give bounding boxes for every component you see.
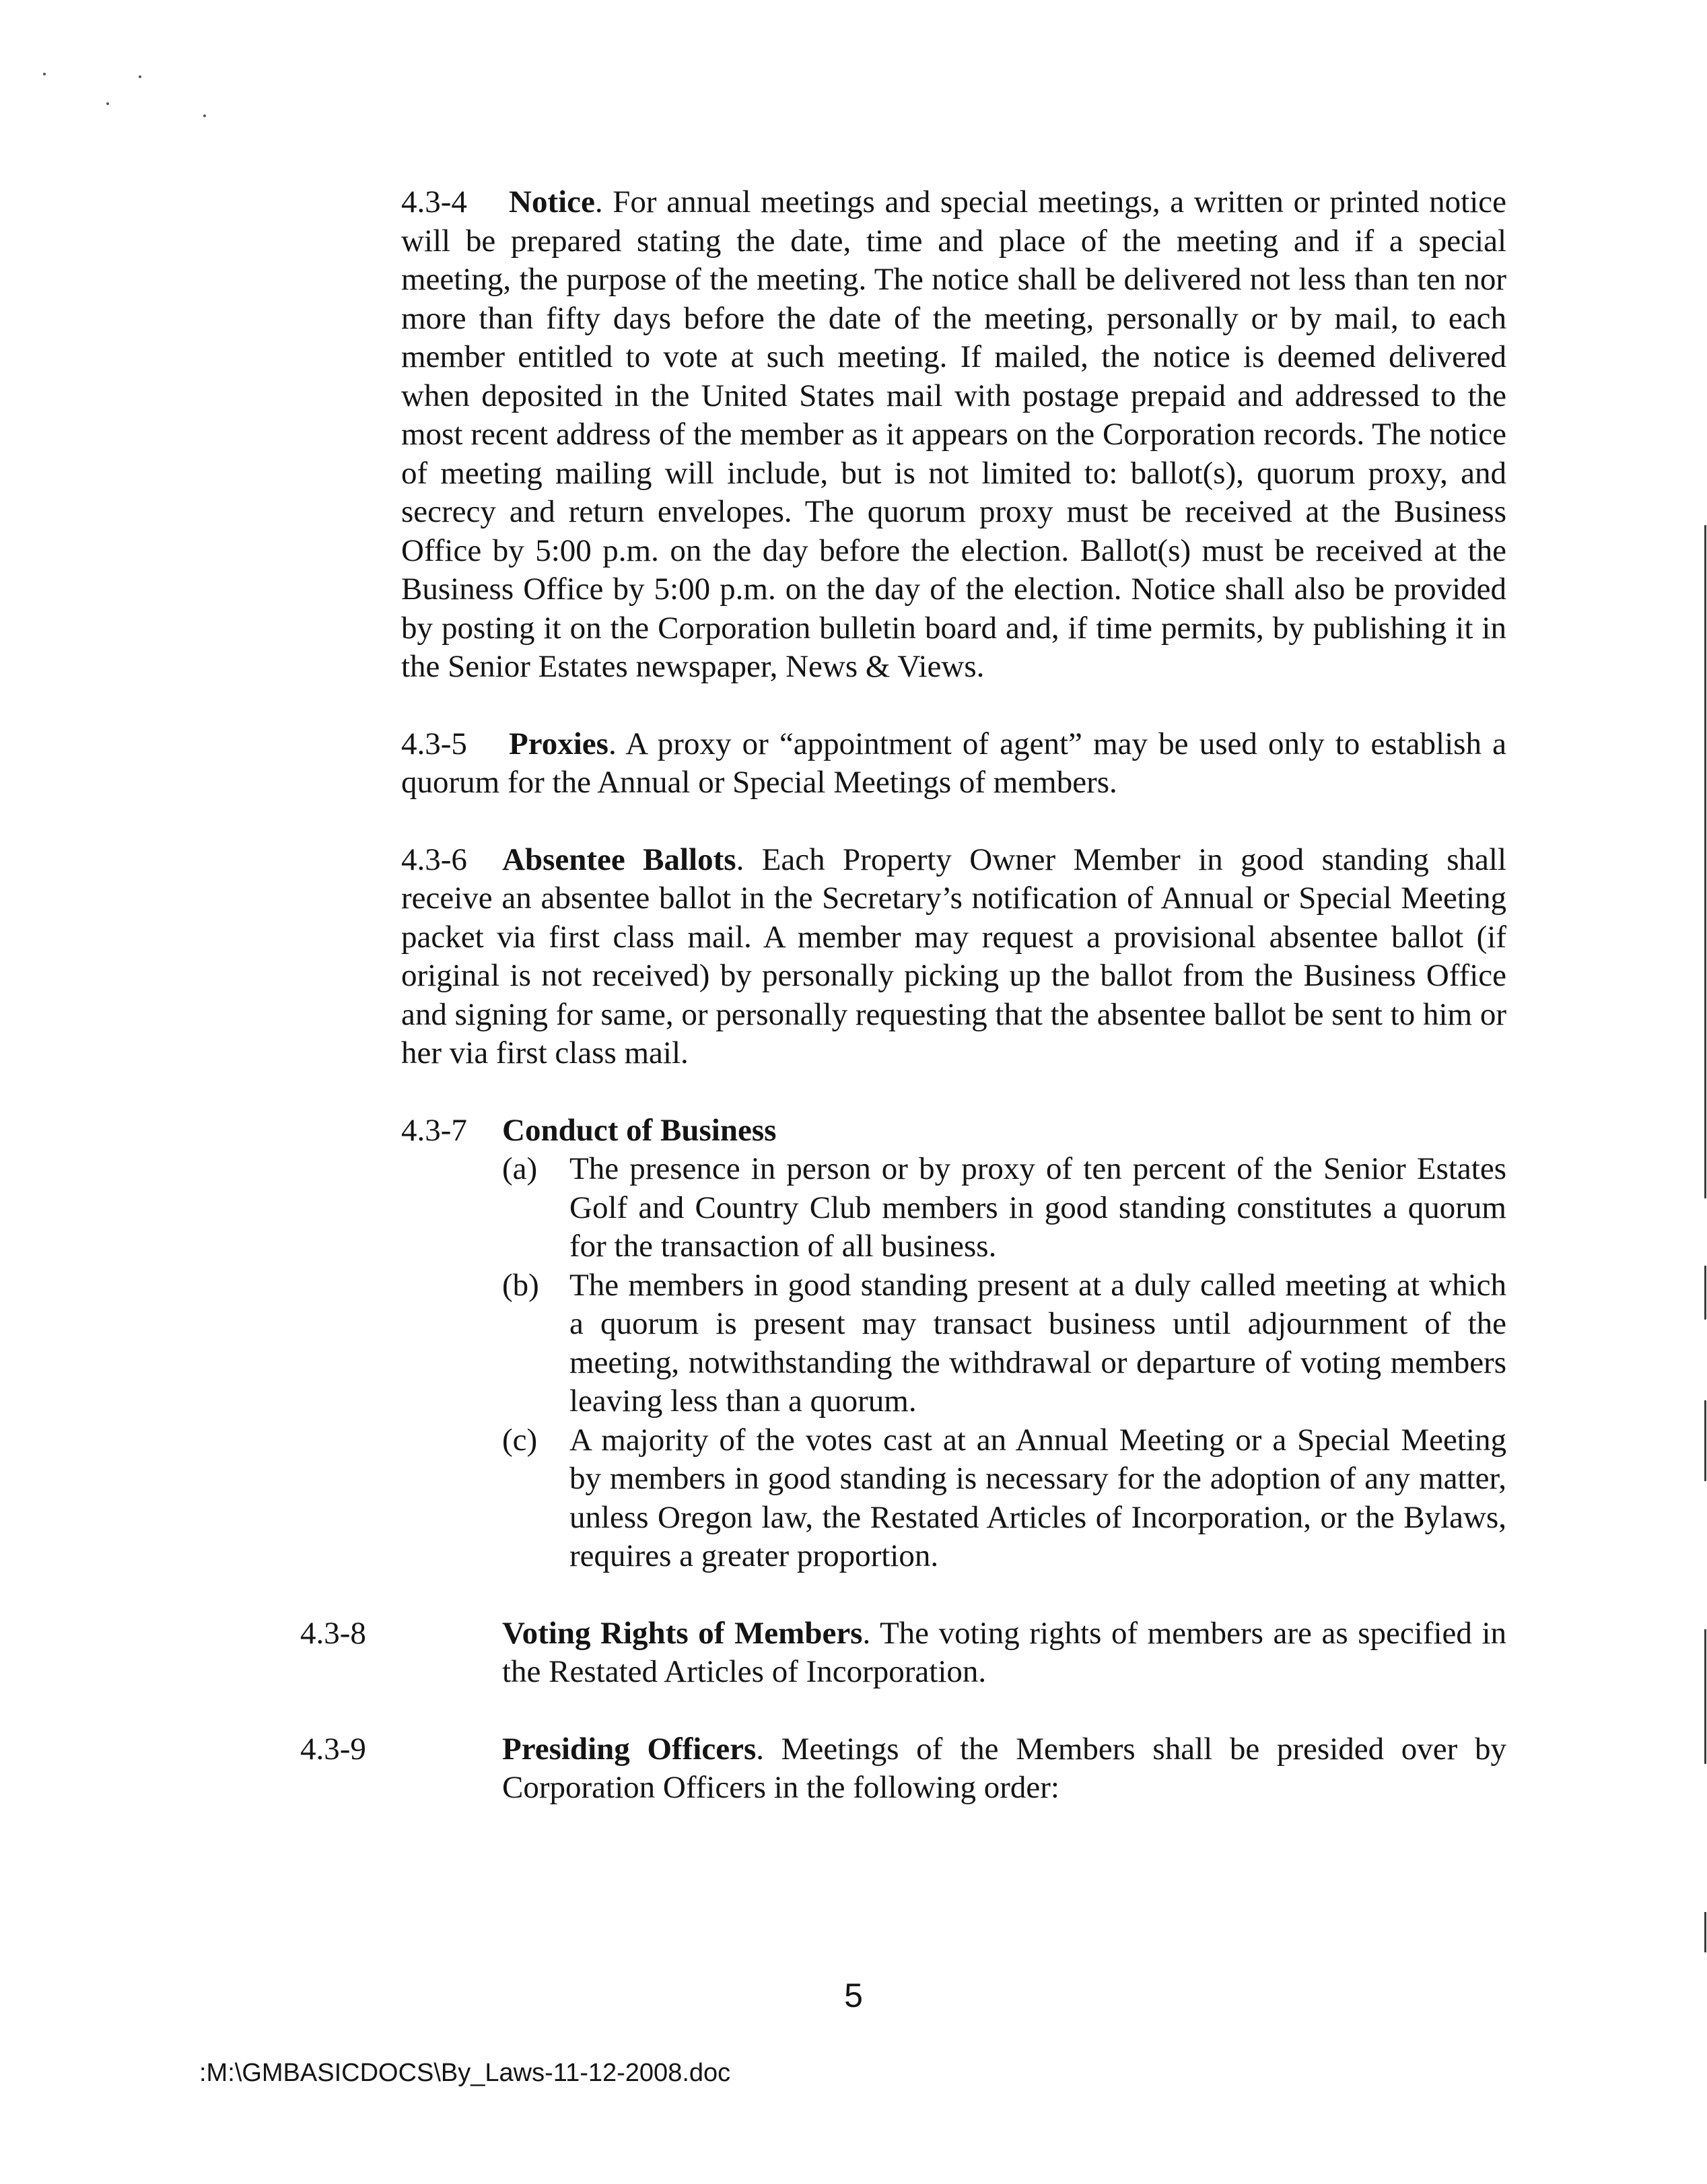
section-title: Proxies: [509, 726, 608, 761]
section-title: Absentee Ballots: [502, 842, 736, 877]
section-text: . A proxy or “appointment of agent” may be used only to establish a quorum for the Annual or Special Meetings of members.: [401, 726, 1506, 800]
section-presiding-officers: [300, 1730, 1506, 1808]
section-absentee-ballots: [401, 841, 1506, 1073]
list-item: [401, 1266, 1506, 1421]
scan-margin-line: [1704, 1912, 1706, 1952]
page-number: 5: [844, 1977, 863, 2014]
scan-speck: [139, 75, 141, 78]
section-text: . The voting rights of members are as specified in the Restated Articles of Incorporation.: [502, 1615, 1506, 1689]
section-number: 4.3-9: [300, 1731, 366, 1767]
section-title: Conduct of Business: [502, 1112, 777, 1148]
section-title: Presiding Officers: [502, 1731, 757, 1767]
section-number: 4.3-7: [401, 1112, 467, 1148]
list-item: [401, 1150, 1506, 1266]
section-notice: [401, 183, 1506, 687]
list-item-text: A majority of the votes cast at an Annual Meeting or a Special Meeting by members in good standing is necessary for the adoption of any matter, unless Oregon law, the Restated Articles of Incorporation, or the Bylaws, requires a greater proportion.: [569, 1422, 1506, 1573]
section-number: 4.3-4: [401, 184, 467, 219]
section-conduct-of-business: [401, 1112, 1506, 1576]
scan-margin-line: [1704, 1629, 1706, 1764]
scan-margin-line: [1704, 1400, 1706, 1481]
list-item-label: (b): [502, 1267, 539, 1303]
section-text: . For annual meetings and special meetings, a written or printed notice will be prepared stating the date, time and place of the meeting and if a special meeting, the purpose of the meeting. The notice shall be delivered not less than ten nor more than fifty days before the date of the meeting, personally or by mail, to each member entitled to vote at such meeting. If mailed, the notice is deemed delivered when deposited in the United States mail with postage prepaid and addressed to the most recent address of the member as it appears on the Corporation records. The notice of meeting mailing will include, but is not limited to: ballot(s), quorum proxy, and secrecy and return envelopes. The quorum proxy must be received at the Business Office by 5:00 p.m. on the day before the election. Ballot(s) must be received at the Business Office by 5:00 p.m. on the day of the election. Notice shall also be provided by posting it on the Corporation bulletin board and, if time permits, by publishing it in the Senior Estates newspaper, News & Views.: [401, 184, 1506, 684]
scan-margin-line: [1704, 525, 1706, 1198]
section-text: . Each Property Owner Member in good standing shall receive an absentee ballot in the Secretary’s notification of Annual or Special Meeting packet via first class mail. A member may request a provisional absentee ballot (if original is not received) by personally picking up the ballot from the Business Office and signing for same, or personally requesting that the absentee ballot be sent to him or her via first class mail.: [401, 842, 1506, 1070]
section-title: Notice: [509, 184, 595, 219]
section-number: 4.3-6: [401, 842, 467, 877]
scan-margin-line: [1704, 1266, 1706, 1320]
section-voting-rights: [300, 1614, 1506, 1692]
section-title: Voting Rights of Members: [502, 1615, 863, 1651]
list-item: [401, 1421, 1506, 1576]
section-text: . Meetings of the Members shall be presided over by Corporation Officers in the following order:: [502, 1731, 1506, 1805]
section-number: 4.3-5: [401, 726, 467, 761]
list-item-label: (c): [502, 1422, 538, 1458]
section-heading: [401, 1112, 1506, 1151]
scan-speck: [43, 73, 46, 75]
scan-speck: [106, 102, 109, 105]
section-proxies: [401, 725, 1506, 803]
scan-speck: [203, 114, 206, 117]
section-number: 4.3-8: [300, 1615, 366, 1651]
list-item-text: The members in good standing present at a duly called meeting at which a quorum is present may transact business until adjournment of the meeting, notwithstanding the withdrawal or departure of voting members leaving less than a quorum.: [569, 1267, 1506, 1419]
document-body: [300, 183, 1506, 1808]
footer-file-path: :M:\GMBASICDOCS\By_Laws-11-12-2008.doc: [199, 2059, 731, 2087]
list-item-text: The presence in person or by proxy of ten percent of the Senior Estates Golf and Country Club members in good standing constitutes a quorum for the transaction of all business.: [569, 1151, 1506, 1264]
list-item-label: (a): [502, 1151, 538, 1186]
